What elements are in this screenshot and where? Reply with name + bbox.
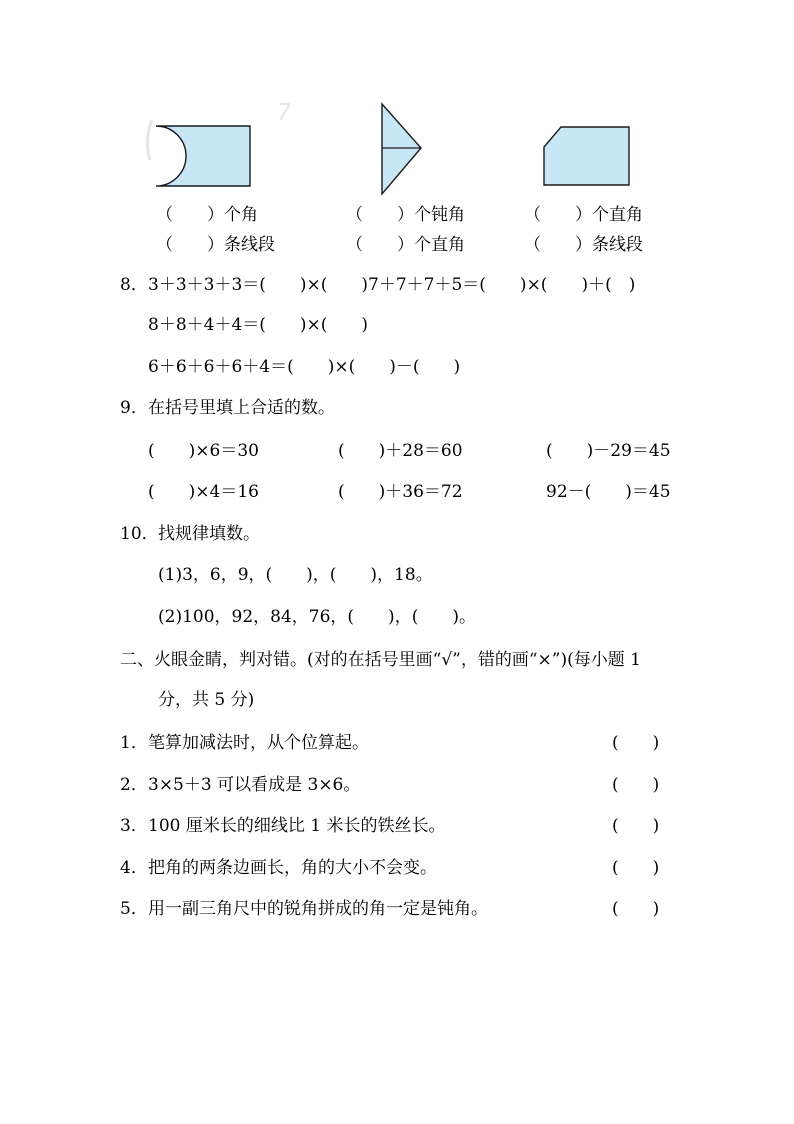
q9-number: 9．: [120, 398, 148, 418]
tf-item-text: 3×5＋3 可以看成是 3×6。: [148, 775, 361, 795]
tf-item-number: 2．: [120, 775, 148, 795]
arc-rectangle-shape: [156, 126, 250, 186]
faint-arc-mark: [147, 120, 152, 160]
q9-cell: ( )×6＝30: [148, 441, 259, 461]
tf-item-text: 用一副三角尺中的锐角拼成的角一定是钝角。: [148, 899, 488, 919]
figure-label: （ ）个钝角: [346, 205, 465, 225]
figure-label: （ ）条线段: [156, 235, 275, 255]
tf-answer-bracket[interactable]: ( ): [612, 816, 660, 836]
q9-cell: ( )－29＝45: [546, 441, 671, 461]
cut-rectangle-shape: [544, 127, 629, 185]
tf-item-number: 1．: [120, 733, 148, 753]
q10-title: 找规律填数。: [158, 524, 260, 544]
tf-item-number: 5．: [120, 899, 148, 919]
tf-answer-bracket[interactable]: ( ): [612, 899, 660, 919]
q8-line-3: 6＋6＋6＋6＋4＝( )×( )－( ): [148, 357, 461, 377]
q10-item-1: (1)3，6，9，( )，( )，18。: [158, 565, 433, 585]
faint-corner-mark: [280, 104, 290, 120]
tf-item-text: 100 厘米长的细线比 1 米长的铁丝长。: [148, 816, 446, 836]
figure-label: （ ）个直角: [346, 235, 465, 255]
tf-item-text: 笔算加减法时，从个位算起。: [148, 733, 369, 753]
tf-item-number: 3．: [120, 816, 148, 836]
q9-cell: ( )＋36＝72: [338, 482, 463, 502]
kite-shape: [382, 104, 421, 194]
tf-answer-bracket[interactable]: ( ): [612, 733, 660, 753]
q10-item-2: (2)100，92，84，76，( )，( )。: [158, 607, 476, 627]
tf-answer-bracket[interactable]: ( ): [612, 775, 660, 795]
figure-label: （ ）个角: [156, 205, 258, 225]
q8-line-1: 3＋3＋3＋3＝( )×( )7＋7＋7＋5＝( )×( )＋( ): [148, 275, 636, 295]
q9-cell: 92－( )＝45: [546, 482, 671, 502]
figure-label: （ ）个直角: [524, 205, 643, 225]
section2-heading-cont: 分，共 5 分): [158, 690, 255, 710]
figure-cut-rectangle: [535, 118, 635, 190]
q8-number: 8．: [120, 275, 148, 295]
q9-title: 在括号里填上合适的数。: [148, 398, 335, 418]
figure-label: （ ）条线段: [524, 235, 643, 255]
section2-heading: 二、火眼金睛，判对错。(对的在括号里画“√”，错的画“×”)(每小题 1: [120, 650, 641, 670]
q8-line-2: 8＋8＋4＋4＝( )×( ): [148, 315, 369, 335]
figure-arc-rectangle: [140, 100, 290, 200]
tf-answer-bracket[interactable]: ( ): [612, 858, 660, 878]
figure-kite: [372, 100, 432, 200]
q10-number: 10．: [120, 524, 159, 544]
tf-item-number: 4．: [120, 858, 148, 878]
q9-cell: ( )＋28＝60: [338, 441, 463, 461]
q9-cell: ( )×4＝16: [148, 482, 259, 502]
tf-item-text: 把角的两条边画长，角的大小不会变。: [148, 858, 437, 878]
